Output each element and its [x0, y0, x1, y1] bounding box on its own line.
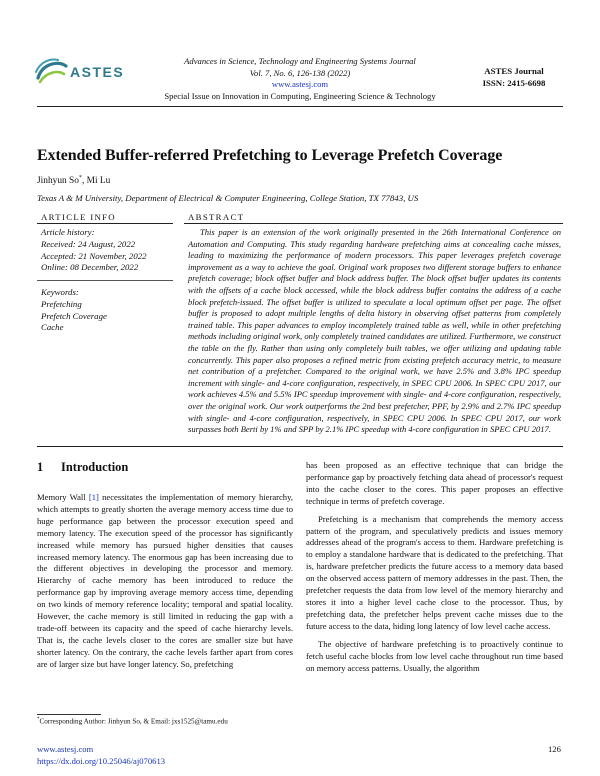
- intro-paragraph: has been proposed as an effective technique that can bridge the performance gap by proactively fetching data ahead of processor's request into the cache closer to the cores. This paper proposes an effective technique in terms of prefetch coverage.: [306, 460, 563, 506]
- paragraph-text: necessitates the implementation of memory hierarchy, which attempts to greatly shorten the average memory access time due to huge performance gap between the processor execution speed and memory latency. The execution speed of the processor has significantly increased while memory has pursued higher densities that causes increased memory latency. The enormous gap has been increasing due to the different objectives in developing the processor and memory. Hierarchy of cache memory has been introduced to reduce the performance gap by improving average memory access time, depending on two kinds of memory reference locality; temporal and spatial locality. However, the cache memory is still limited in reducing the gap with a trade-off between its capacity and the speed of cache hierarchy levels. That is, the cache levels closer to the cores are smaller size but have shorter latency. On the contrary, the cache levels farther apart from cores are of larger size but have longer latency. So, prefetching: [37, 492, 293, 669]
- footnote-text: Corresponding Author: Jinhyun So, & Email: jxs1525@tamu.edu: [39, 717, 228, 726]
- box-journal-name: ASTES Journal: [484, 66, 544, 76]
- received-date: Received: 24 August, 2022: [41, 238, 136, 249]
- journal-issn-box: [473, 65, 555, 89]
- abstract-bottom-rule: [37, 446, 563, 447]
- box-issn: ISSN: 2415-6698: [482, 78, 546, 88]
- volume-line: Vol. 7, No. 6, 126-138 (2022): [249, 67, 351, 78]
- history-rule: [37, 280, 173, 281]
- article-info-rule: [37, 223, 173, 224]
- right-column: [306, 460, 563, 674]
- page-number: 126: [548, 744, 561, 754]
- section-title: Introduction: [61, 460, 129, 474]
- footer-website-link[interactable]: www.astesj.com: [37, 744, 94, 754]
- article-info-heading: ARTICLE INFO: [41, 212, 116, 222]
- footer-links: [37, 744, 165, 767]
- section-number: 1: [37, 460, 44, 474]
- intro-paragraph: Prefetching is a mechanism that comprehends the memory access pattern of the program, and speculatively predicts and issues memory addresses ahead of the program's access to them. Hardware prefetching is to employ a standalone hardware that is dedicated to the prefetching. That is, hardware prefetcher predicts the future access to a memory data based on the observed access pattern of memory addresses in the past. Then, the prefetcher requests the data from low level of the memory hierarchy and stores it into a higher level cache close to the processor. Thus, by prefetching data, the prefetcher helps prevent cache misses due to the future access to the data, hiding long latency of low level cache access.: [306, 513, 563, 631]
- footnote-rule: [37, 714, 101, 715]
- affiliation: Texas A & M University, Department of Electrical & Computer Engineering, College Station, TX 77843, US: [37, 193, 419, 203]
- journal-name: Advances in Science, Technology and Engineering Systems Journal: [184, 56, 416, 66]
- doi-link[interactable]: https://dx.doi.org/10.25046/aj070613: [37, 755, 166, 766]
- accepted-date: Accepted: 21 November, 2022: [41, 250, 147, 261]
- article-history: [41, 227, 147, 274]
- keyword-item: Cache: [41, 322, 64, 333]
- footnote: [37, 717, 293, 725]
- corresponding-mark: *: [78, 175, 82, 181]
- paragraph-text: Memory Wall: [37, 492, 89, 502]
- keyword-item: Prefetching: [41, 298, 82, 309]
- section-heading-introduction: [37, 460, 128, 475]
- logo-swirl-icon: [32, 52, 152, 92]
- abstract-heading: ABSTRACT: [188, 212, 245, 222]
- history-label: Article history:: [41, 227, 95, 237]
- author-name: Jinhyun So: [37, 176, 79, 187]
- author-separator: ,: [81, 176, 87, 187]
- left-column: [37, 492, 293, 671]
- astes-logo[interactable]: [32, 52, 152, 92]
- intro-paragraph: [37, 492, 293, 671]
- keywords-block: [41, 287, 107, 334]
- author-line: [37, 175, 110, 186]
- footnote-mark: *: [37, 717, 40, 722]
- journal-website-link[interactable]: www.astesj.com: [271, 79, 329, 89]
- paper-title: Extended Buffer-referred Prefetching to Leverage Prefetch Coverage: [37, 147, 503, 164]
- keywords-label: Keywords:: [41, 287, 79, 297]
- keyword-item: Prefetch Coverage: [41, 310, 107, 321]
- online-date: Online: 08 December, 2022: [41, 262, 139, 273]
- abstract-text: This paper is an extension of the work originally presented in the 26th International Conference on Automation and Computing. This study regarding hardware prefetching aims at concealing cache misses, leading to maximizing the performance of modern processors. This paper leverages prefetch coverage improvement as a way to achieve the goal. Original work proposes two different storage buffers to enhance prefetch coverage; block offset buffer and block address buffer. The block offset buffer updates its contents with the offsets of a cache block accessed, while the block address buffer contains the address of a cache block prefetch-issued. The offset buffer is utilized to speculate a local optimum offset per page. The offset buffer is proposed to adopt multiple lengths of delta history in observing offset patterns from completely trained table. This paper advances to employ incompletely trained table as well, while in other prefetching methods including original work, only completely trained candidates are utilized. Furthermore, we construct the table on the fly. Rather than using only completely built tables, we offer utilizing and updating table concurrently. This paper also proposes a refined metric from existing prefetch accuracy metric, to measure net contribution of a prefetcher. Compared to the original work, we have 2.5% and 3.8% IPC speedup increment with single- and 4-core configuration, respectively, in SPEC CPU 2006. In SPEC CPU 2017, our work achieves 4.5% and 5.5% IPC speedup improvement with single- and 4-core configuration, respectively, over the original work. Our work outperforms the 2nd best prefetcher, PPF, by 2.9% and 2.7% IPC speedup with single- and 4-core configuration, respectively, in SPEC CPU 2006. In SPEC CPU 2017, our work surpasses both Berti by 1% and SPP by 2.1% IPC speedup with 4-core configuration in SPEC CPU 2017.: [188, 227, 561, 435]
- abstract-body: [188, 227, 561, 436]
- author-name: Mi Lu: [86, 176, 111, 187]
- header-rule: [37, 106, 563, 107]
- abstract-rule: [184, 223, 563, 224]
- journal-header: [150, 56, 450, 102]
- intro-paragraph: The objective of hardware prefetching is to proactively continue to fetch useful cache blocks from low level cache throughout run time based on memory access patterns. Usually, the algorithm: [306, 638, 563, 673]
- citation-link[interactable]: [1]: [88, 492, 99, 502]
- special-issue: Special Issue on Innovation in Computing, Engineering Science & Technology: [164, 90, 436, 101]
- logo-text: ASTES: [70, 64, 125, 80]
